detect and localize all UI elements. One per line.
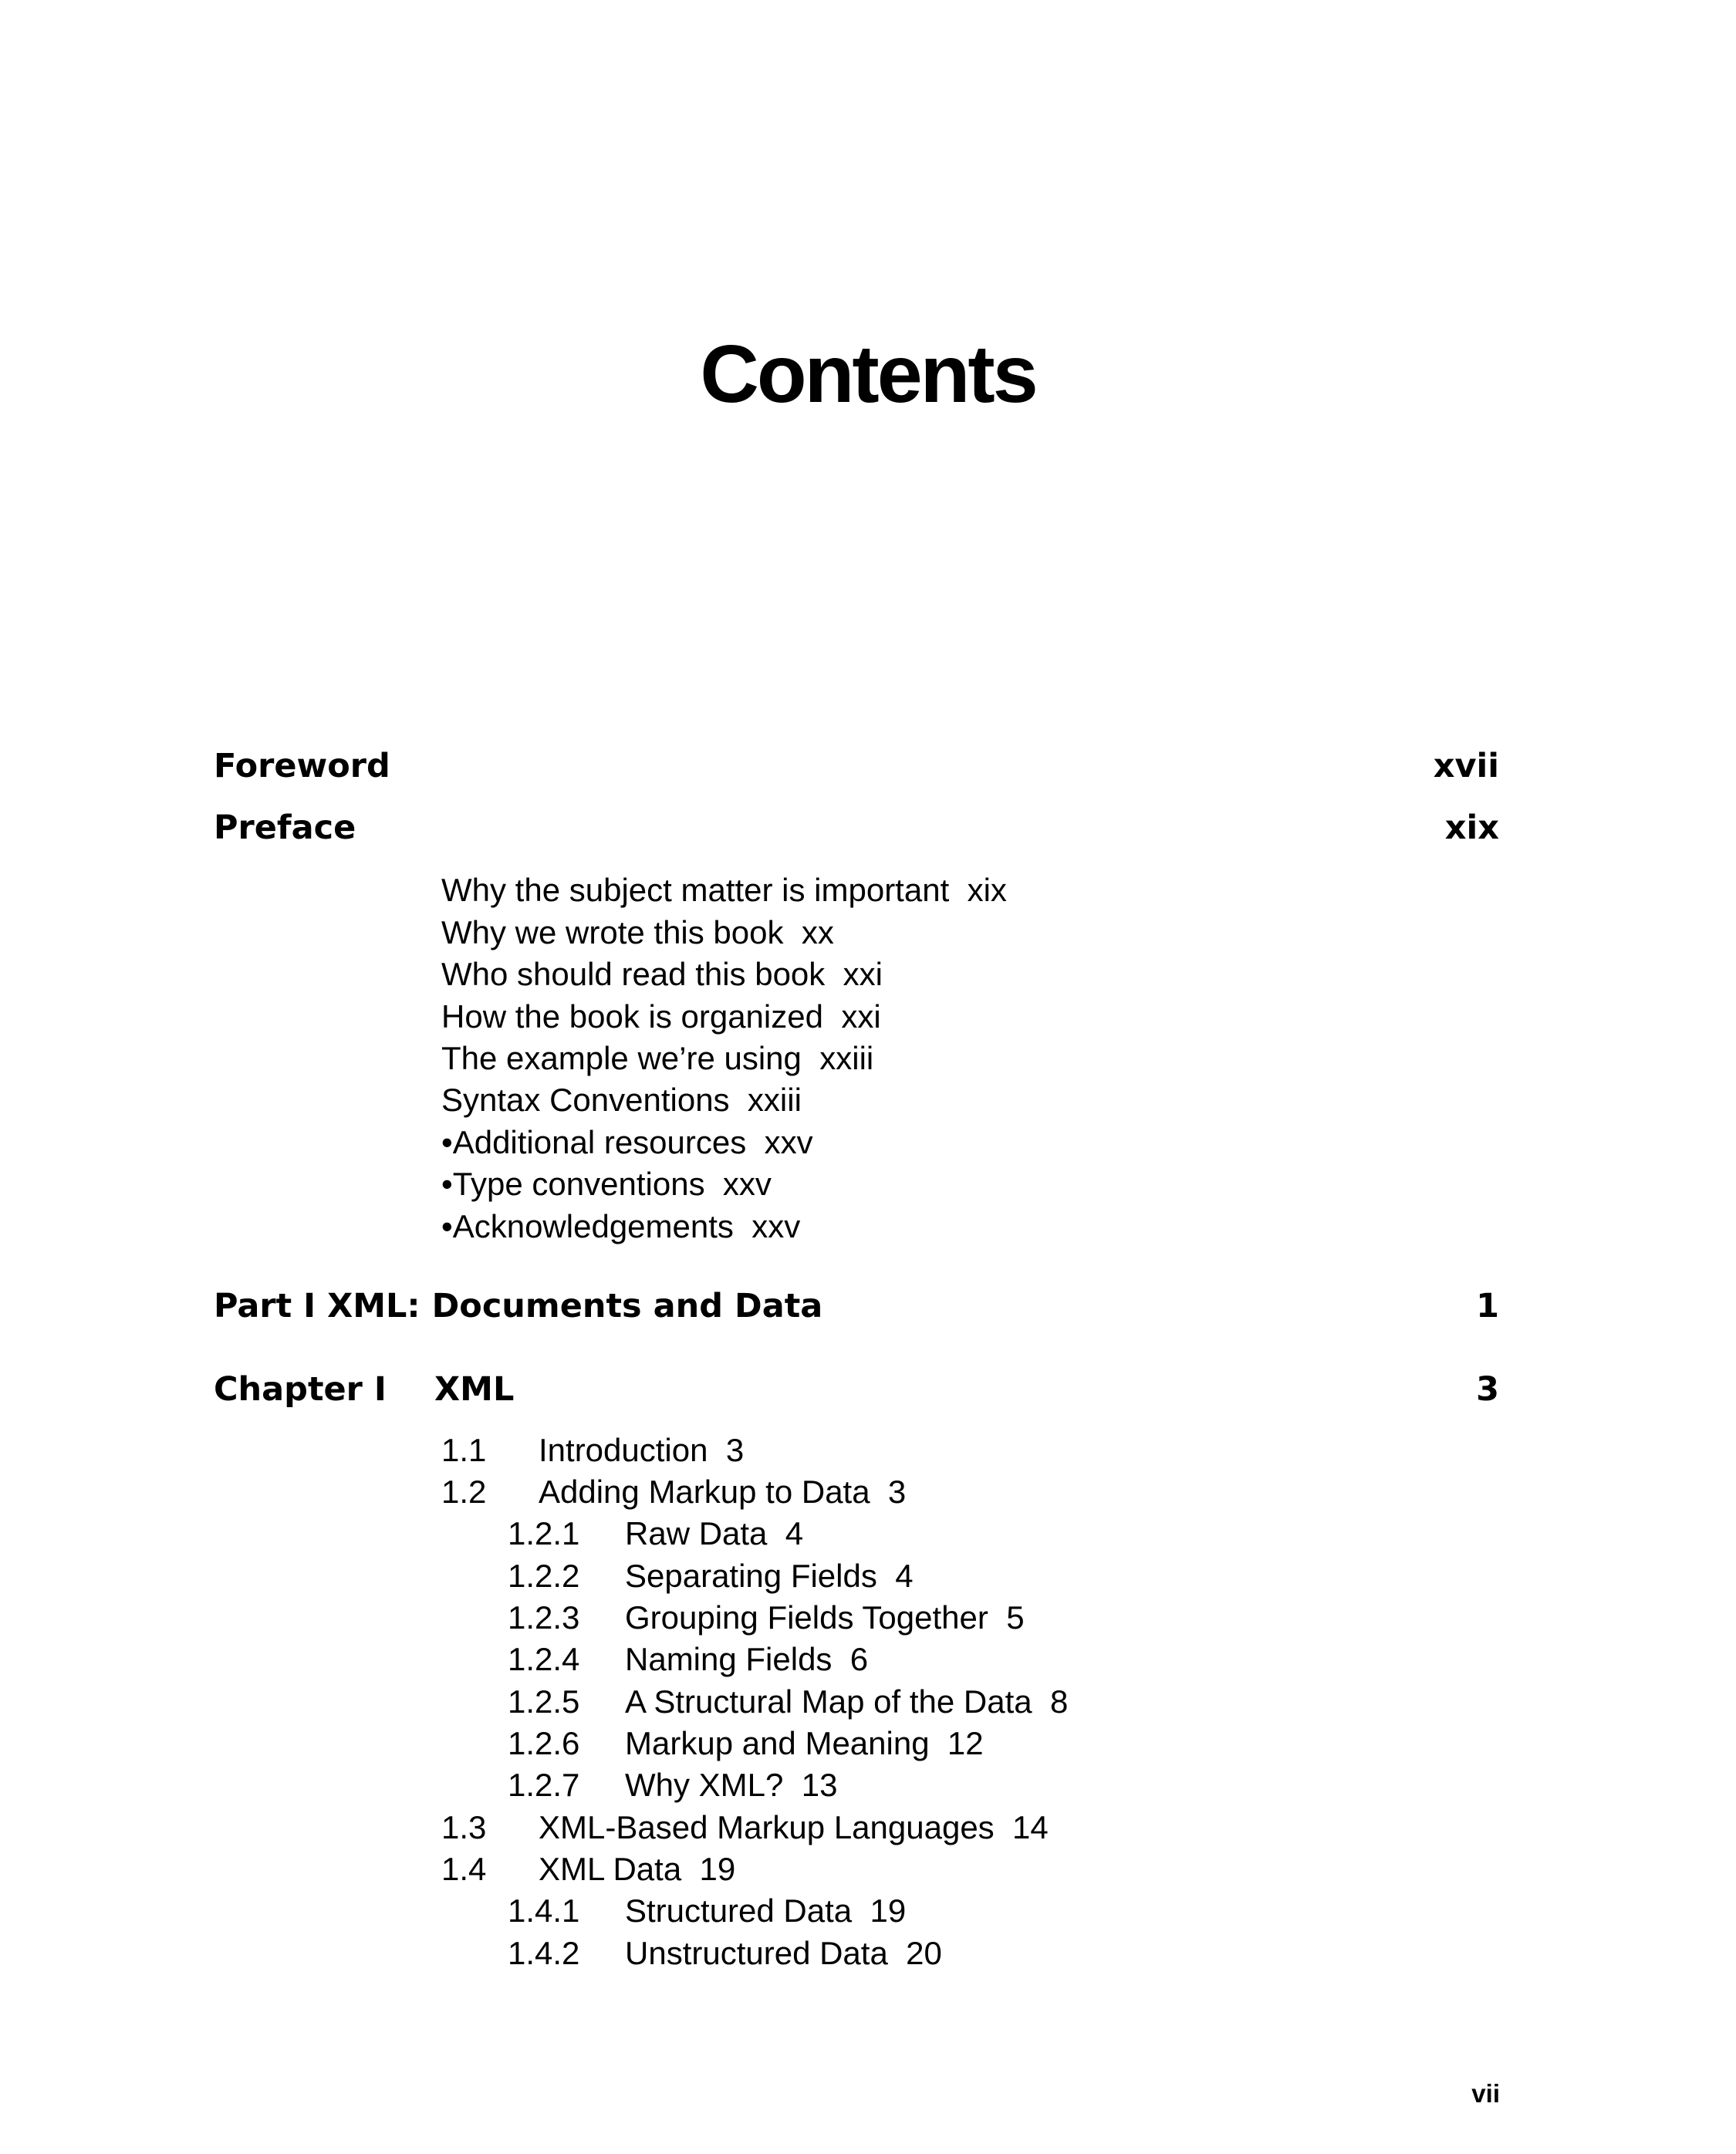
preface-entry: The example we’re using xxiii — [441, 1040, 874, 1076]
subsection-number: 1.2.2 — [508, 1558, 580, 1594]
subsection-number: 1.2.1 — [508, 1515, 580, 1551]
subsection-number: 1.2.6 — [508, 1725, 580, 1761]
toc-page-preface: xix — [1444, 809, 1499, 847]
subsection-entry: Why XML? 13 — [625, 1767, 838, 1803]
toc-page-chapter: 3 — [1476, 1370, 1499, 1409]
toc-chapter-title: XML — [434, 1370, 515, 1409]
section-entry: Introduction 3 — [539, 1432, 745, 1468]
section-number: 1.3 — [441, 1809, 487, 1845]
preface-entry: Who should read this book xxi — [441, 956, 883, 992]
subsection-number: 1.2.4 — [508, 1641, 580, 1677]
toc-heading-preface: Preface — [214, 809, 356, 847]
page-title: Contents — [700, 329, 1036, 420]
section-entry: XML-Based Markup Languages 14 — [539, 1809, 1049, 1845]
section-entry: XML Data 19 — [539, 1851, 736, 1887]
section-entry: Adding Markup to Data 3 — [539, 1474, 907, 1510]
preface-entry: •Type conventions xxv — [441, 1166, 772, 1202]
preface-entry: •Acknowledgements xxv — [441, 1208, 801, 1244]
preface-entry: Syntax Conventions xxiii — [441, 1082, 802, 1118]
page-number: vii — [1471, 2079, 1500, 2108]
toc-chapter-label: Chapter I — [214, 1370, 387, 1409]
subsection-entry: Structured Data 19 — [625, 1892, 907, 1929]
subsection-entry: Grouping Fields Together 5 — [625, 1599, 1025, 1636]
section-number: 1.2 — [441, 1474, 487, 1510]
subsection-entry: Separating Fields 4 — [625, 1558, 914, 1594]
subsection-entry: Unstructured Data 20 — [625, 1935, 942, 1971]
section-number: 1.1 — [441, 1432, 487, 1468]
subsection-number: 1.4.2 — [508, 1935, 580, 1971]
subsection-entry: Raw Data 4 — [625, 1515, 804, 1551]
section-number: 1.4 — [441, 1851, 487, 1887]
subsection-number: 1.4.1 — [508, 1892, 580, 1929]
preface-entry: Why we wrote this book xx — [441, 914, 834, 950]
subsection-number: 1.2.3 — [508, 1599, 580, 1636]
subsection-number: 1.2.5 — [508, 1683, 580, 1720]
toc-page-foreword: xvii — [1433, 747, 1499, 785]
subsection-entry: Markup and Meaning 12 — [625, 1725, 984, 1761]
toc-heading-part: Part I XML: Documents and Data — [214, 1287, 823, 1325]
subsection-number: 1.2.7 — [508, 1767, 580, 1803]
preface-entry: How the book is organized xxi — [441, 998, 881, 1035]
toc-heading-foreword: Foreword — [214, 747, 390, 785]
preface-entry: Why the subject matter is important xix — [441, 872, 1007, 908]
subsection-entry: A Structural Map of the Data 8 — [625, 1683, 1069, 1720]
preface-entry: •Additional resources xxv — [441, 1124, 813, 1160]
toc-page-part: 1 — [1476, 1287, 1499, 1325]
subsection-entry: Naming Fields 6 — [625, 1641, 869, 1677]
